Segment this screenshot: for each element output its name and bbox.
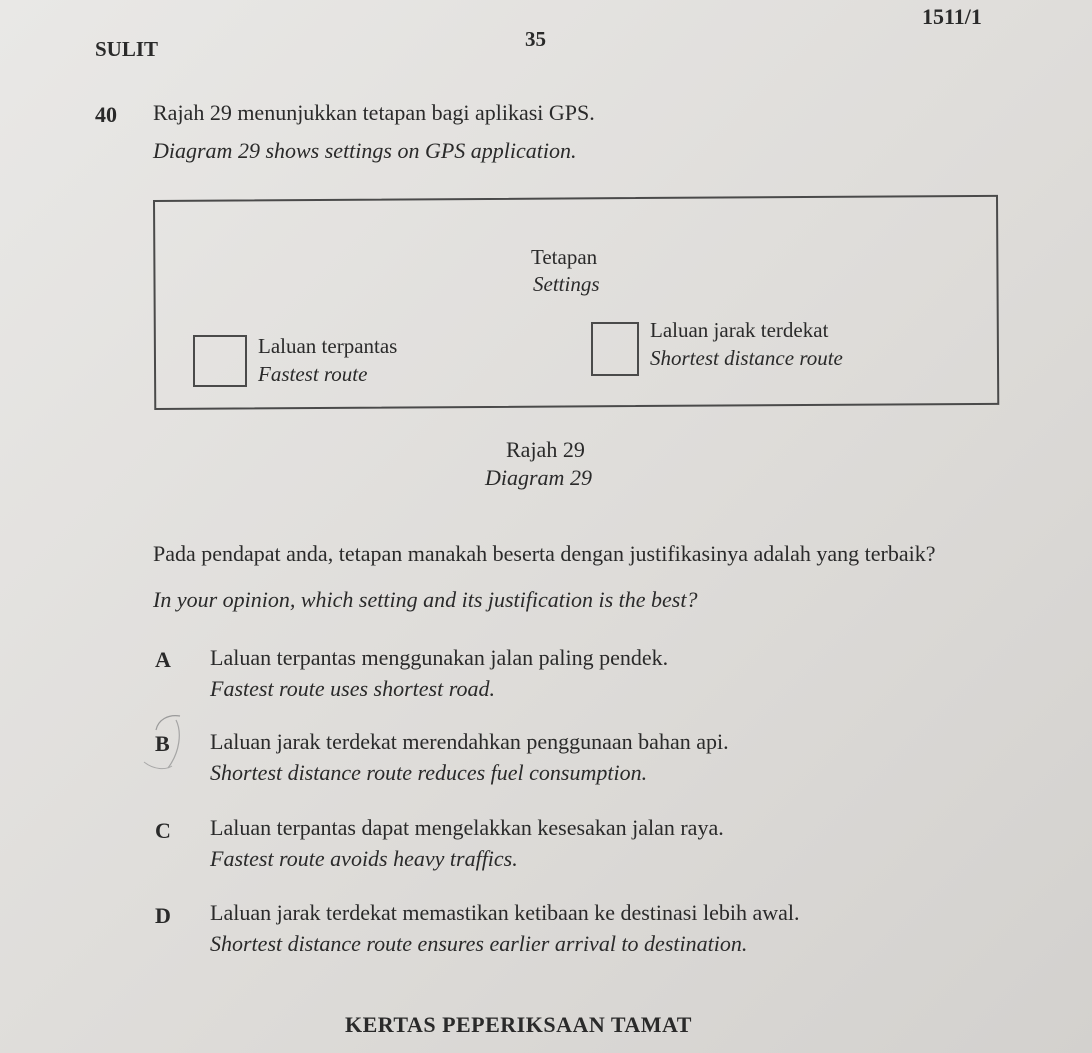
shortest-distance-route-checkbox[interactable] bbox=[591, 322, 639, 376]
diagram-caption-en: Diagram 29 bbox=[485, 465, 592, 490]
option-text-en: Fastest route uses shortest road. bbox=[210, 676, 495, 701]
end-of-paper-label: KERTAS PEPERIKSAAN TAMAT bbox=[345, 1012, 692, 1037]
shortest-distance-route-label-ms: Laluan jarak terdekat bbox=[650, 318, 829, 342]
question-number: 40 bbox=[95, 102, 117, 127]
option-text-ms: Laluan terpantas menggunakan jalan paling pendek. bbox=[210, 645, 669, 670]
fastest-route-checkbox[interactable] bbox=[193, 335, 247, 387]
prompt-ms: Pada pendapat anda, tetapan manakah beserta dengan justifikasinya adalah yang terbaik? bbox=[153, 541, 936, 566]
option-text-ms: Laluan terpantas dapat mengelakkan kesesakan jalan raya. bbox=[210, 815, 724, 840]
option-text-ms: Laluan jarak terdekat merendahkan penggunaan bahan api. bbox=[210, 729, 729, 754]
fastest-route-label-ms: Laluan terpantas bbox=[258, 334, 398, 358]
diagram-caption-ms: Rajah 29 bbox=[506, 437, 585, 462]
option-letter: A bbox=[155, 647, 171, 672]
paper-code: 1511/1 bbox=[922, 4, 982, 29]
page-number: 35 bbox=[525, 27, 546, 51]
option-text-en: Fastest route avoids heavy traffics. bbox=[210, 846, 518, 871]
question-stem-en: Diagram 29 shows settings on GPS application. bbox=[153, 138, 577, 163]
settings-title-ms: Tetapan bbox=[531, 245, 598, 269]
option-text-en: Shortest distance route ensures earlier arrival to destination. bbox=[210, 931, 748, 956]
option-text-ms: Laluan jarak terdekat memastikan ketibaan ke destinasi lebih awal. bbox=[210, 900, 800, 925]
classification-label: SULIT bbox=[95, 37, 159, 61]
option-text-en: Shortest distance route reduces fuel consumption. bbox=[210, 760, 648, 785]
question-stem-ms: Rajah 29 menunjukkan tetapan bagi aplikasi GPS. bbox=[153, 100, 595, 125]
shortest-distance-route-label-en: Shortest distance route bbox=[650, 346, 843, 370]
fastest-route-label-en: Fastest route bbox=[258, 362, 368, 386]
option-letter: B bbox=[155, 731, 170, 756]
option-letter: D bbox=[155, 903, 171, 928]
option-letter: C bbox=[155, 818, 171, 843]
settings-title-en: Settings bbox=[533, 272, 600, 296]
prompt-en: In your opinion, which setting and its justification is the best? bbox=[153, 587, 698, 612]
